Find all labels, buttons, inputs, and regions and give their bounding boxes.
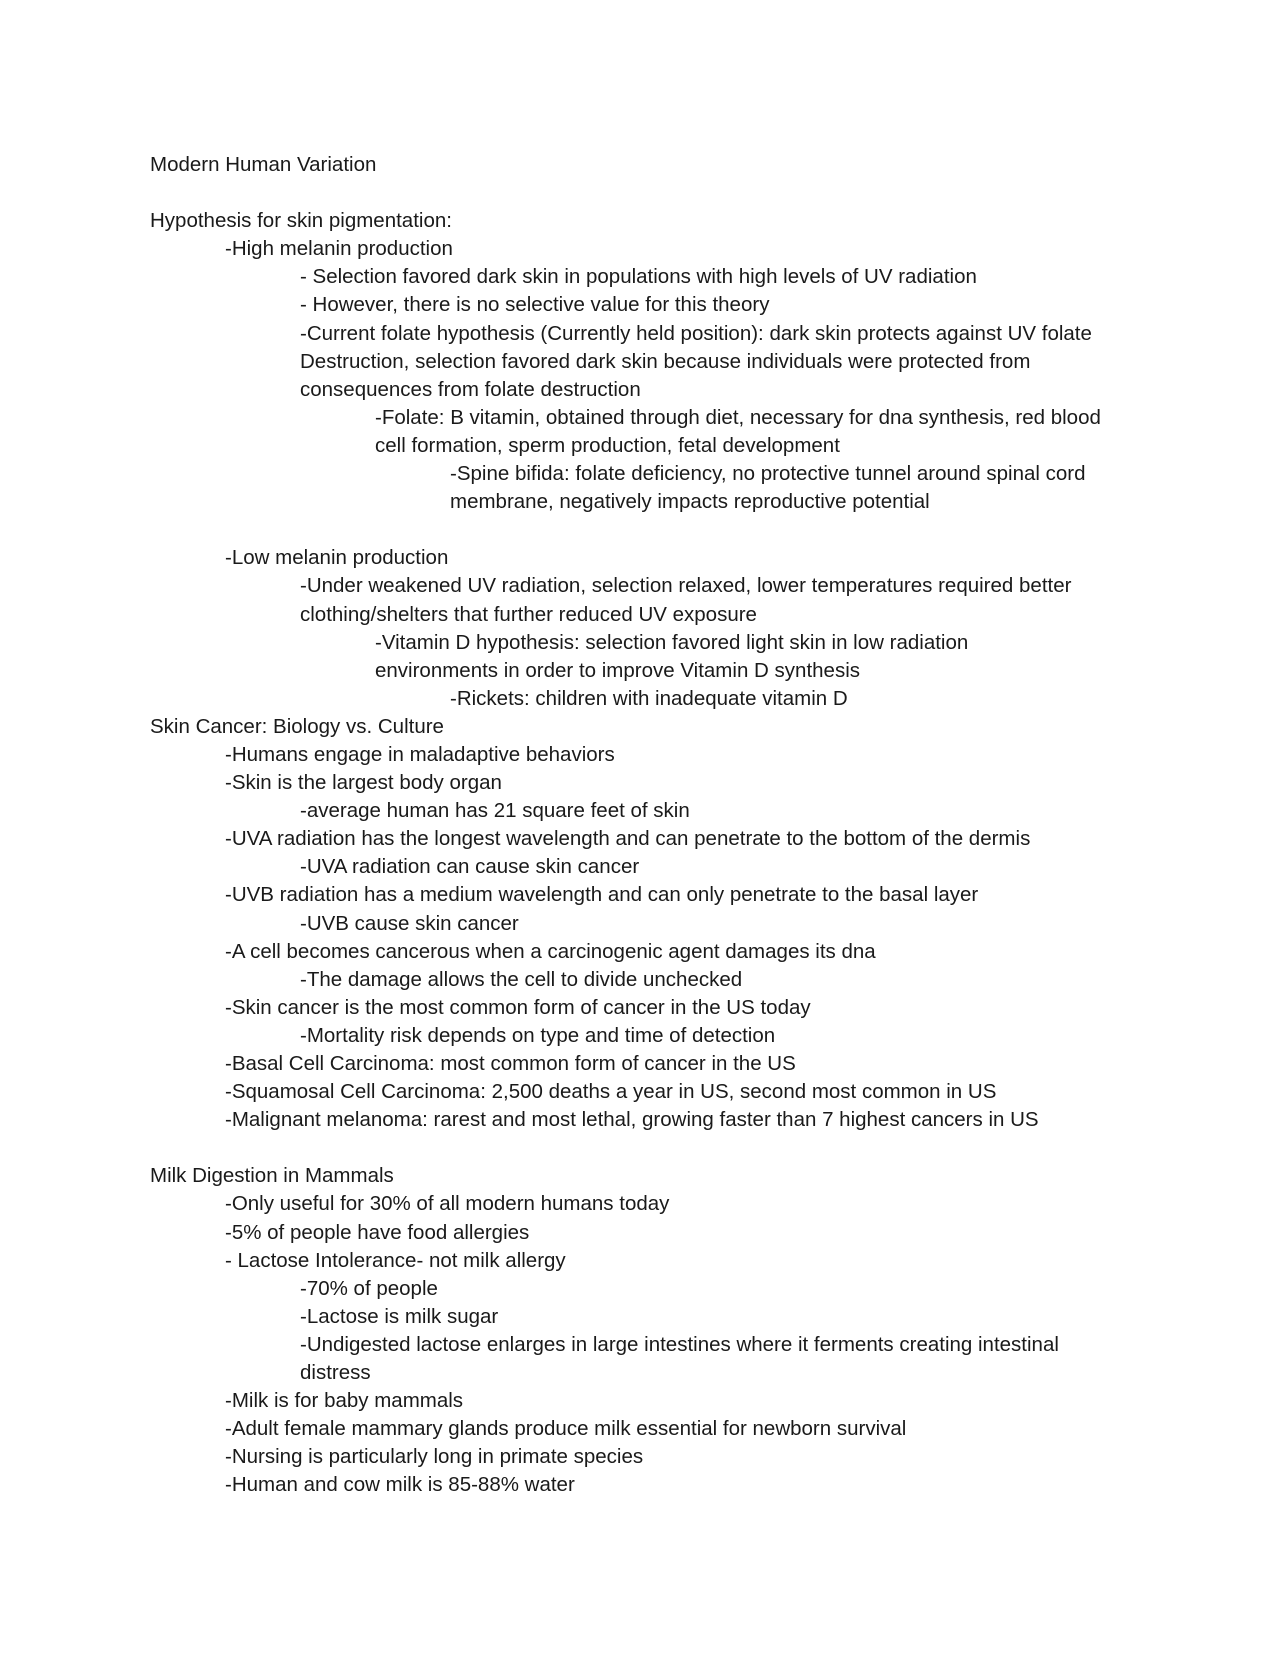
text-line: Destruction, selection favored dark skin because individuals were protected from [300,349,1031,373]
text-line: distress [300,1361,371,1385]
text-line: -Vitamin D hypothesis: selection favored light skin in low radiation [375,630,969,654]
text-line: -Folate: B vitamin, obtained through diet, necessary for dna synthesis, red blood [375,405,1101,429]
text-line: -The damage allows the cell to divide unchecked [300,967,743,991]
document-body [150,151,1150,1500]
text-line: membrane, negatively impacts reproductive potential [450,490,930,514]
blank-line [150,179,1150,207]
text-line: -Under weakened UV radiation, selection relaxed, lower temperatures required better [300,574,1072,598]
text-line: -UVB radiation has a medium wavelength and can only penetrate to the basal layer [225,883,979,907]
text-line: -70% of people [300,1276,438,1300]
text-line: -Undigested lactose enlarges in large intestines where it ferments creating intestinal [300,1332,1059,1356]
text-line: cell formation, sperm production, fetal development [375,433,840,457]
blank-line [150,1134,1150,1162]
text-line: -Human and cow milk is 85-88% water [225,1473,575,1497]
text-line: -5% of people have food allergies [225,1220,530,1244]
blank-line [150,516,1150,544]
text-line: -UVA radiation has the longest wavelength and can penetrate to the bottom of the dermis [225,827,1031,851]
section-heading: Milk Digestion in Mammals [150,1164,394,1188]
text-line: -Squamosal Cell Carcinoma: 2,500 deaths a year in US, second most common in US [225,1080,997,1104]
text-line: -Basal Cell Carcinoma: most common form of cancer in the US [225,1052,796,1075]
text-line: -Skin cancer is the most common form of cancer in the US today [225,995,811,1019]
text-line: consequences from folate destruction [300,377,641,401]
text-line: -Skin is the largest body organ [225,771,502,795]
section-heading: Skin Cancer: Biology vs. Culture [150,714,444,738]
text-line: clothing/shelters that further reduced UV exposure [300,602,757,626]
text-line: -High melanin production [225,237,453,261]
text-line: -Lactose is milk sugar [300,1304,499,1328]
text-line: -Rickets: children with inadequate vitamin D [450,686,848,710]
text-line: -Nursing is particularly long in primate species [225,1445,644,1469]
text-line: -Humans engage in maladaptive behaviors [225,742,615,766]
text-line: -UVA radiation can cause skin cancer [300,855,640,879]
text-line: -Malignant melanoma: rarest and most lethal, growing faster than 7 highest cancers in US [225,1108,1039,1132]
text-line: -Spine bifida: folate deficiency, no protective tunnel around spinal cord [450,462,1086,486]
text-line: -average human has 21 square feet of skin [300,799,690,823]
text-line: environments in order to improve Vitamin D synthesis [375,658,860,682]
document-lines [150,179,1150,1499]
text-line: - However, there is no selective value for this theory [300,293,770,317]
text-line: -Current folate hypothesis (Currently held position): dark skin protects against UV folate [300,321,1092,345]
text-line: -Milk is for baby mammals [225,1389,464,1413]
text-line: -A cell becomes cancerous when a carcinogenic agent damages its dna [225,939,876,963]
text-line: - Lactose Intolerance- not milk allergy [225,1248,566,1272]
text-line: -Mortality risk depends on type and time of detection [300,1023,776,1047]
text-line: -Only useful for 30% of all modern humans today [225,1192,670,1216]
text-line: -UVB cause skin cancer [300,911,519,935]
text-line: -Adult female mammary glands produce milk essential for newborn survival [225,1417,907,1441]
text-line: -Low melanin production [225,546,449,570]
section-heading: Hypothesis for skin pigmentation: [150,209,452,233]
document-title: Modern Human Variation [150,153,377,176]
text-line: - Selection favored dark skin in populations with high levels of UV radiation [300,265,977,289]
